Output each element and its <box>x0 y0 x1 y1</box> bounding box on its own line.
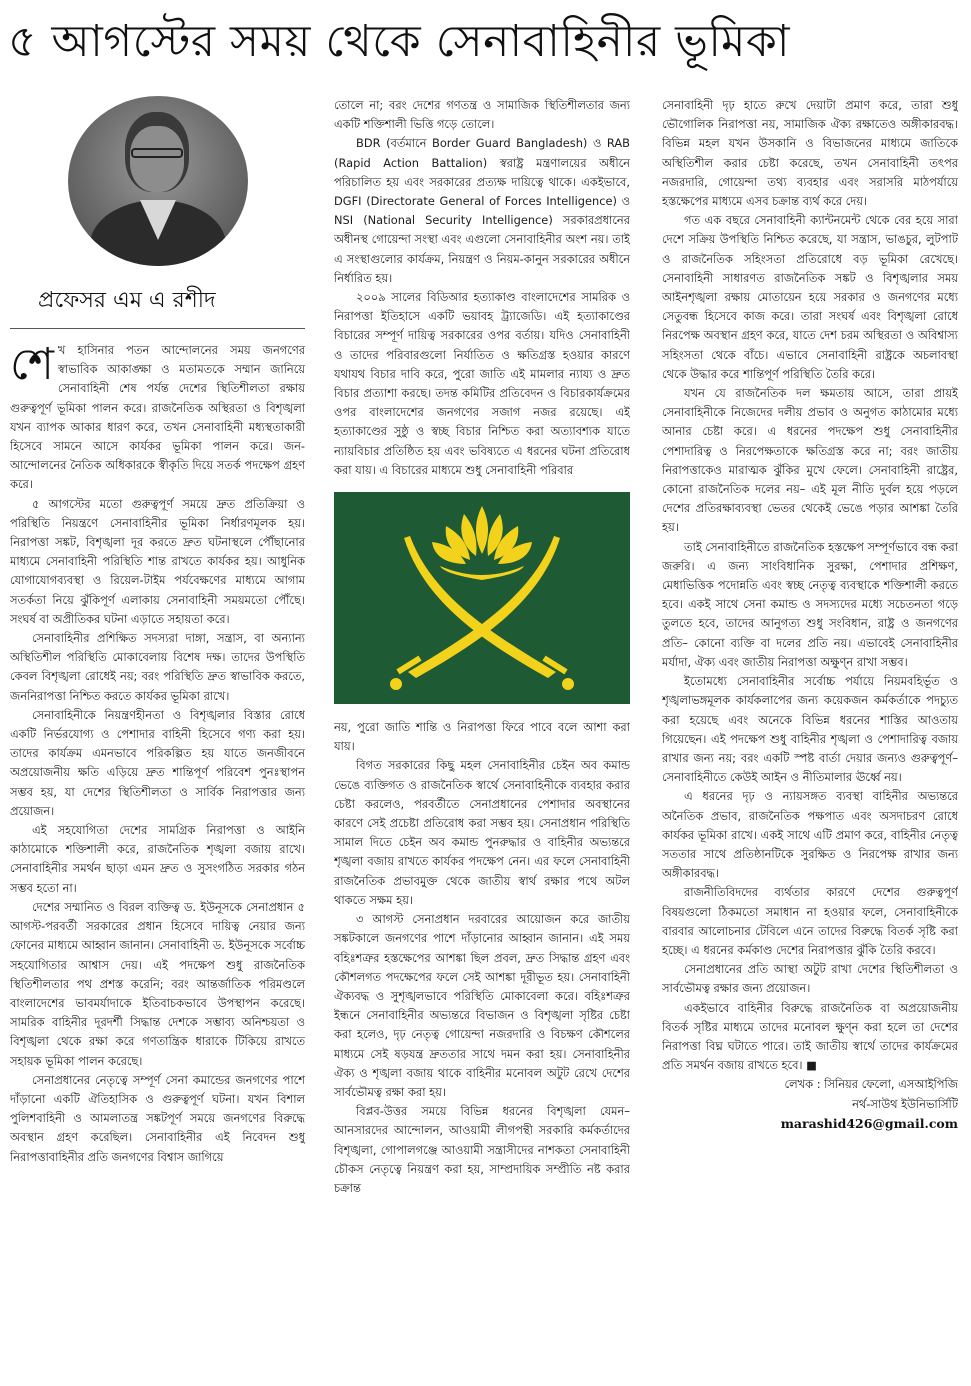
paragraph: শেখ হাসিনার পতন আন্দোলনের সময় জনগণের স্বাভাবিক আকাঙ্ক্ষা ও মতামতকে সম্মান জানিয়ে সেনাবাহিনী শেষ পর্যন্ত দেশের স্থিতিশীলতা রক্ষায় গুরুত্বপূর্ণ ভূমিকা পালন করে। রাজনৈতিক অস্থিরতা ও বিশৃঙ্খলা যখন ব্যাপক আকার ধারণ করে, তখন সেনাবাহিনী মধ্যস্থতাকারী হিসেবে সামনে আসে কার্যকর ভূমিকা পালন করে। জন-আন্দোলনের নৈতিক অধিকারকে স্বীকৃতি দিয়ে সতর্ক পদক্ষেপ গ্রহণ করে। <box>10 339 305 492</box>
paragraph: সেনাপ্রধানের প্রতি আস্থা অটুট রাখা দেশের স্থিতিশীলতা ও সার্বভৌমত্ব রক্ষার জন্য প্রয়োজন। <box>662 962 958 996</box>
paragraph: রাজনীতিবিদদের ব্যর্থতার কারণে দেশের গুরুত্বপূর্ণ বিষয়গুলো ঠিকমতো সমাধান না হওয়ার ফলে, সেনাবাহিনীকে বারবার আলোচনার টেবিলে এনে তাদের বিরুদ্ধে বিতর্ক সৃষ্টি করা হচ্ছে। এ ধরনের কর্মকাণ্ড দেশের নিরাপত্তার ঝুঁকি তৈরি করবে। <box>662 885 958 957</box>
paragraph: ৩ আগস্ট সেনাপ্রধান দরবারের আয়োজন করে জাতীয় সঙ্কটকালে জনগণের পাশে দাঁড়ানোর আহ্বান জানান। এই সময় বহিঃশত্রুর হস্তক্ষেপের আশঙ্কা ছিল প্রবল, দ্রুত সিদ্ধান্ত গ্রহণ এবং কৌশলগত পদক্ষেপের ফলে সেই আশঙ্কা দূরীভূত হয়। সেনাবাহিনী ঐক্যবদ্ধ ও সুশৃঙ্খলভাবে পরিস্থিতি মোকাবেলা করে। বহিঃশত্রুর ইন্ধনে সেনাবাহিনীর অভ্যন্তরে বিভাজন ও বিশৃঙ্খলা সৃষ্টির চেষ্টা করা হলেও, দৃঢ় নেতৃত্ব গোয়েন্দা নজরদারি ও বিচক্ষণ কৌশলের মাধ্যমে সেই ষড়যন্ত্র দ্রুততার সাথে দমন করা হয়। সেনাবাহিনীর ঐক্য ও শৃঙ্খলা বজায় থাকে বাহিনীর মনোবল অটুট রেখে দেশের সার্বভৌমত্ব রক্ষা করা হয়। <box>334 912 630 1099</box>
author-photo <box>68 96 248 266</box>
paragraph: ইতোমধ্যে সেনাবাহিনীর সর্বোচ্চ পর্যায়ে নিয়মবহির্ভূত ও শৃঙ্খলাভঙ্গমূলক কার্যকলাপের জন্য কয়েকজন কর্মকর্তাকে পদচ্যুত করা হয়েছে এবং অনেকে বিভিন্ন ধরনের শাস্তির আওতায় গিয়েছেন। এই পদক্ষেপ শুধু বাহিনীর শৃঙ্খলা ও পেশাদারিত্ব বজায় রাখার জন্য নয়; বরং একটি স্পষ্ট বার্তা দেয়ার জন্যও গুরুত্বপূর্ণ– সেনাবাহিনীতে কেউই আইন ও নীতিমালার ঊর্ধ্বে নয়। <box>662 674 958 785</box>
paragraph: যখন যে রাজনৈতিক দল ক্ষমতায় আসে, তারা প্রায়ই সেনাবাহিনীকে নিজেদের দলীয় প্রভাব ও অনুগত কাঠামোর মধ্যে আনার চেষ্টা করে। এ ধরনের পদক্ষেপ শুধু সেনাবাহিনীর পেশাদারিত্ব ও নিরপেক্ষতাকে ক্ষতিগ্রস্ত করে না; বরং জাতীয় নিরাপত্তাকেও মারাত্মক ঝুঁকির মুখে ফেলে। সেনাবাহিনী রাষ্ট্রের, কোনো রাজনৈতিক দলের নয়– এই মূল নীতি দুর্বল হয়ে পড়লে দেশের প্রতিরক্ষাব্যবস্থা ভেতর থেকেই ভেঙে পড়ার আশঙ্কা তৈরি হয়। <box>662 386 958 535</box>
paragraph: সেনাপ্রধানের নেতৃত্বে সম্পূর্ণ সেনা কমান্ডের জনগণের পাশে দাঁড়ানো একটি ঐতিহাসিক ও গুরুত্বপূর্ণ ঘটনা। যখন বিশাল পুলিশবাহিনী ও আমলাতন্ত্র সঙ্কটপূর্ণ সময়ে জনগণের বিরুদ্ধে অবস্থান গ্রহণ করেছিল। সেনাবাহিনীর এই নিবেদন শুধু নিরাপত্তাবাহিনীর প্রতি জনগণের বিশ্বাস জাগিয়ে <box>10 1072 305 1164</box>
column-1 <box>10 96 305 1381</box>
column-3 <box>662 96 958 1381</box>
paragraph: সেনাবাহিনীর প্রশিক্ষিত সদস্যরা দাঙ্গা, সন্ত্রাস, বা অন্যান্য অস্থিতিশীল পরিস্থিতি মোকাবেলায় বিশেষ দক্ষ। তাদের উপস্থিতি কেবল বিশৃঙ্খলা রোধেই নয়; বরং পরিস্থিতি দ্রুত স্বাভাবিক করতে, জননিরাপত্তা নিশ্চিত করতে কার্যকর ভূমিকা রাখে। <box>10 631 305 703</box>
paragraph: সেনাবাহিনী দৃঢ় হাতে রুখে দেয়াটা প্রমাণ করে, তারা শুধু ভৌগোলিক নিরাপত্তা নয়, সামাজিক ঐক্য রক্ষাতেও অঙ্গীকারবদ্ধ। বিভিন্ন মহল যখন উসকানি ও বিভাজনের মাধ্যমে জাতিকে অস্থিতিশীল করার চেষ্টা করেছে, তখন সেনাবাহিনী তৎপর নজরদারি, গোয়েন্দা তথ্য ব্যবহার এবং সরাসরি মাঠপর্যায়ে হস্তক্ষেপের মাধ্যমে এসব চক্রান্ত ব্যর্থ করে দেয়। <box>662 98 958 209</box>
drop-cap: শে <box>10 339 54 390</box>
paragraph: একইভাবে বাহিনীর বিরুদ্ধে রাজনৈতিক বা অপ্রয়োজনীয় বিতর্ক সৃষ্টির মাধ্যমে তাদের মনোবল ক্ষুণ্ন করা হলে তা দেশের নিরাপত্তা বিঘ্ন ঘটাতে পারে। তাই জাতীয় স্বার্থে তাদের কার্যক্রমের প্রতি সমর্থন বজায় রাখতে হবে। ■ <box>662 1000 958 1073</box>
bangladesh-army-emblem-icon <box>334 492 630 704</box>
author-byline: লেখক : সিনিয়র ফেলো, এসআইপিজি নর্থ-সাউথ ইউনিভার্সিটি <box>784 1077 958 1111</box>
paragraph: BDR (বর্তমানে Border Guard Bangladesh) ও RAB (Rapid Action Battalion) স্বরাষ্ট্র মন্ত্রণালয়ের অধীনে পরিচালিত হয় এবং সরকারের প্রত্যক্ষ দায়িত্বে থাকে। একইভাবে, DGFI (Directorate General of Forces Intelligence) ও NSI (National Security Intelligence) সরকারপ্রধানের অধীনস্থ গোয়েন্দা সংস্থা এবং এগুলো সেনাবাহিনীর অংশ নয়। তাই এ সংস্থাগুলোর কার্যক্রম, নিয়ন্ত্রণ ও নিয়ম-কানুন সরকারের অধীনে নির্ধারিত হয়। <box>334 136 630 285</box>
paragraph: বিগত সরকারের কিছু মহল সেনাবাহিনীর চেইন অব কমান্ড ভেঙে ব্যক্তিগত ও রাজনৈতিক স্বার্থে সেনাবাহিনীকে ব্যবহার করার চেষ্টা করলেও, পরবর্তীতে সেনাপ্রধানের পেশাদার অবস্থানের কারণে সেই প্রচেষ্টা প্রতিরোধ করা সম্ভব হয়। সেনাপ্রধান পরিস্থিতি সামাল দিতে চেইন অব কমান্ড পুনরুদ্ধার ও বাহিনীর অভ্যন্তরে শৃঙ্খলা বজায় রাখতে কার্যকর পদক্ষেপ নেন। এর ফলে সেনাবাহিনী রাজনৈতিক প্রভাবমুক্ত থেকে জাতীয় স্বার্থ রক্ষার পথে অটল থাকতে সক্ষম হয়। <box>334 758 630 907</box>
paragraph: ২০০৯ সালের বিডিআর হত্যাকাণ্ড বাংলাদেশের সামরিক ও নিরাপত্তা ইতিহাসে একটি ভয়াবহ ট্র্যাজেডি। এই হত্যাকাণ্ডের বিচারের সম্পূর্ণ দায়িত্ব সরকারের ওপর বর্তায়। যদিও সেনাবাহিনী ও তাদের পরিবারগুলো নির্যাতিত ও ক্ষতিগ্রস্ত হওয়ার কারণে যথাযথ বিচার দাবি করে, পুরো জাতি এই মামলার ন্যায্য ও দ্রুত বিচার প্রত্যাশা করছে। তদন্ত কমিটির প্রতিবেদন ও বিচারকার্যক্রমের ওপর বাংলাদেশের জনগণের সজাগ নজর রয়েছে। এই হত্যাকাণ্ডের সুষ্ঠু ও স্বচ্ছ বিচার নিশ্চিত করা অত্যাবশ্যক যাতে ন্যায়বিচার প্রতিষ্ঠিত হয় এবং ভবিষ্যতে এ ধরনের ঘটনা প্রতিরোধ করা যায়। এ বিচারের মাধ্যমে শুধু সেনাবাহিনী পরিবার <box>334 290 630 477</box>
paragraph: তোলে না; বরং দেশের গণতন্ত্র ও সামাজিক স্থিতিশীলতার জন্য একটি শক্তিশালী ভিত্তি গড়ে তোলে। <box>334 98 630 132</box>
paragraph: সেনাবাহিনীকে নিয়ন্ত্রণহীনতা ও বিশৃঙ্খলার বিস্তার রোধে একটি নির্ভরযোগ্য ও পেশাদার বাহিনী হিসেবে গণ্য করা হয়। তাদের কার্যক্রম এমনভাবে পরিকল্পিত হয় যাতে জনজীবনে অপ্রয়োজনীয় ক্ষতি এড়িয়ে দ্রুত শান্তিপূর্ণ পরিবেশ পুনঃস্থাপন সম্ভব হয়, যা দেশের স্থিতিশীলতা ও সার্বিক নিরাপত্তার জন্য প্রয়োজন। <box>10 707 305 818</box>
author-name: প্রফেসর এম এ রশীদ <box>38 288 216 313</box>
paragraph: এ ধরনের দৃঢ় ও ন্যায়সঙ্গত ব্যবস্থা বাহিনীর অভ্যন্তরে অনৈতিক প্রভাব, রাজনৈতিক পক্ষপাত এবং অসদাচরণ রোধে কার্যকর ভূমিকা রাখে। একই সাথে এটি প্রমাণ করে, বাহিনীর নেতৃত্ব সততার সাথে প্রতিষ্ঠানটিকে সুরক্ষিত ও নিরপেক্ষ রাখার জন্য অঙ্গীকারবদ্ধ। <box>662 789 958 881</box>
divider <box>10 328 305 329</box>
paragraph: ৫ আগস্টের মতো গুরুত্বপূর্ণ সময়ে দ্রুত প্রতিক্রিয়া ও পরিস্থিতি নিয়ন্ত্রণে সেনাবাহিনীর ভূমিকা নির্ধারণমূলক হয়। নিরাপত্তা সঙ্কট, বিশৃঙ্খলা দূর করতে দ্রুত ঘটনাস্থলে পৌঁছানোর মাধ্যমে সেনাবাহিনী পরিস্থিতি শান্ত রাখতে কার্যকর হয়। আধুনিক যোগাযোগব্যবস্থা ও রিয়েল-টাইম পর্যবেক্ষণের মাধ্যমে আগাম সতর্কতা নিয়ে ঝুঁকিপূর্ণ এলাকায় সেনাবাহিনী সময়মতো পৌঁছে। সংঘর্ষ বা অপ্রীতিকর ঘটনা এড়াতে সহায়তা করে। <box>10 496 305 626</box>
paragraph: গত এক বছরে সেনাবাহিনী ক্যান্টনমেন্ট থেকে বের হয়ে সারা দেশে সক্রিয় উপস্থিতি নিশ্চিত করেছে, যা সন্ত্রাস, ভাঙচুর, লুটপাট ও রাজনৈতিক সহিংসতা প্রতিরোধে বড় ভূমিকা রেখেছে। সেনাবাহিনী সাধারণত রাজনৈতিক সঙ্কট ও বিশৃঙ্খলার সময় আইনশৃঙ্খলা রক্ষায় মোতায়েন হয়ে সরকার ও জনগণের মধ্যে সেতুবন্ধ হিসেবে কাজ করে। তারা সংঘর্ষ এবং বিশৃঙ্খলা রোধে নিরপেক্ষ অবস্থান গ্রহণ করে, যাতে দেশ চরম অস্থিরতা ও অবিশ্বাস্য সহিংসতা থেকে বাঁচে। এভাবে সেনাবাহিনী রাষ্ট্রকে অচলাবস্থা থেকে উদ্ধার করে শান্তিপূর্ণ পরিস্থিতি তৈরি করে। <box>662 213 958 381</box>
author-email[interactable]: marashid426@gmail.com <box>780 1115 958 1131</box>
column-2 <box>334 96 630 1381</box>
headline: ৫ আগস্টের সময় থেকে সেনাবাহিনীর ভূমিকা <box>8 16 790 67</box>
paragraph: বিপ্লব-উত্তর সময়ে বিভিন্ন ধরনের বিশৃঙ্খলা যেমন– আনসারদের আন্দোলন, আওয়ামী লীগপন্থী সরকারি কর্মকর্তাদের বিশৃঙ্খলা, গোপালগঞ্জে আওয়ামী সন্ত্রাসীদের নাশকতা সেনাবাহিনী চৌকস নেতৃত্বে নিয়ন্ত্রণ করা হয়, সাম্প্রদায়িক সম্প্রীতি নষ্ট করার চক্রান্ত <box>334 1104 630 1195</box>
paragraph: তাই সেনাবাহিনীতে রাজনৈতিক হস্তক্ষেপ সম্পূর্ণভাবে বন্ধ করা জরুরি। এ জন্য সাংবিধানিক সুরক্ষা, পেশাদার প্রশিক্ষণ, মেধাভিত্তিক পদোন্নতি এবং স্বচ্ছ নেতৃত্ব ব্যবস্থাকে শক্তিশালী করতে হবে। একই সাথে সেনা কমান্ড ও সদস্যদের মধ্যে সচেতনতা গড়ে তুলতে হবে, তাদের আনুগত্য শুধু সংবিধান, রাষ্ট্র ও জনগণের প্রতি– কোনো ব্যক্তি বা দলের প্রতি নয়। এভাবেই সেনাবাহিনীর মর্যাদা, ঐক্য এবং জাতীয় নিরাপত্তা অক্ষুণ্ন রাখা সম্ভব। <box>662 539 958 669</box>
paragraph: এই সহযোগিতা দেশের সামগ্রিক নিরাপত্তা ও আইনি কাঠামোকে শক্তিশালী করে, রাজনৈতিক শৃঙ্খলা বজায় রাখে। সেনাবাহিনীর সমর্থন ছাড়া এমন দ্রুত ও সুসংগঠিত সরকার গঠন সম্ভব হতো না। <box>10 823 305 895</box>
paragraph: দেশের সম্মানিত ও বিরল ব্যক্তিত্ব ড. ইউনূসকে সেনাপ্রধান ৫ আগস্ট-পরবর্তী সরকারের প্রধান হিসেবে দায়িত্ব নেয়ার জন্য ফোনের মাধ্যমে আহ্বান জানান। সেনাবাহিনী ড. ইউনূসকে সর্বোচ্চ সহযোগিতার আশ্বাস দেয়। এই পদক্ষেপ শুধু রাজনৈতিক স্থিতিশীলতার পথ প্রশস্ত করেনি; বরং আন্তর্জাতিক পরিমণ্ডলে বাংলাদেশের ভাবমর্যাদাকে ইতিবাচকভাবে উপস্থাপন করেছে। সামরিক বাহিনীর দূরদর্শী সিদ্ধান্ত দেশকে সম্ভাব্য অনিশ্চয়তা ও বিশৃঙ্খলা থেকে রক্ষা করে গণতান্ত্রিক ধারাকে টিকিয়ে রাখতে সহায়ক ভূমিকা পালন করেছে। <box>10 899 305 1068</box>
paragraph: নয়, পুরো জাতি শান্তি ও নিরাপত্তা ফিরে পাবে বলে আশা করা যায়। <box>334 720 630 754</box>
